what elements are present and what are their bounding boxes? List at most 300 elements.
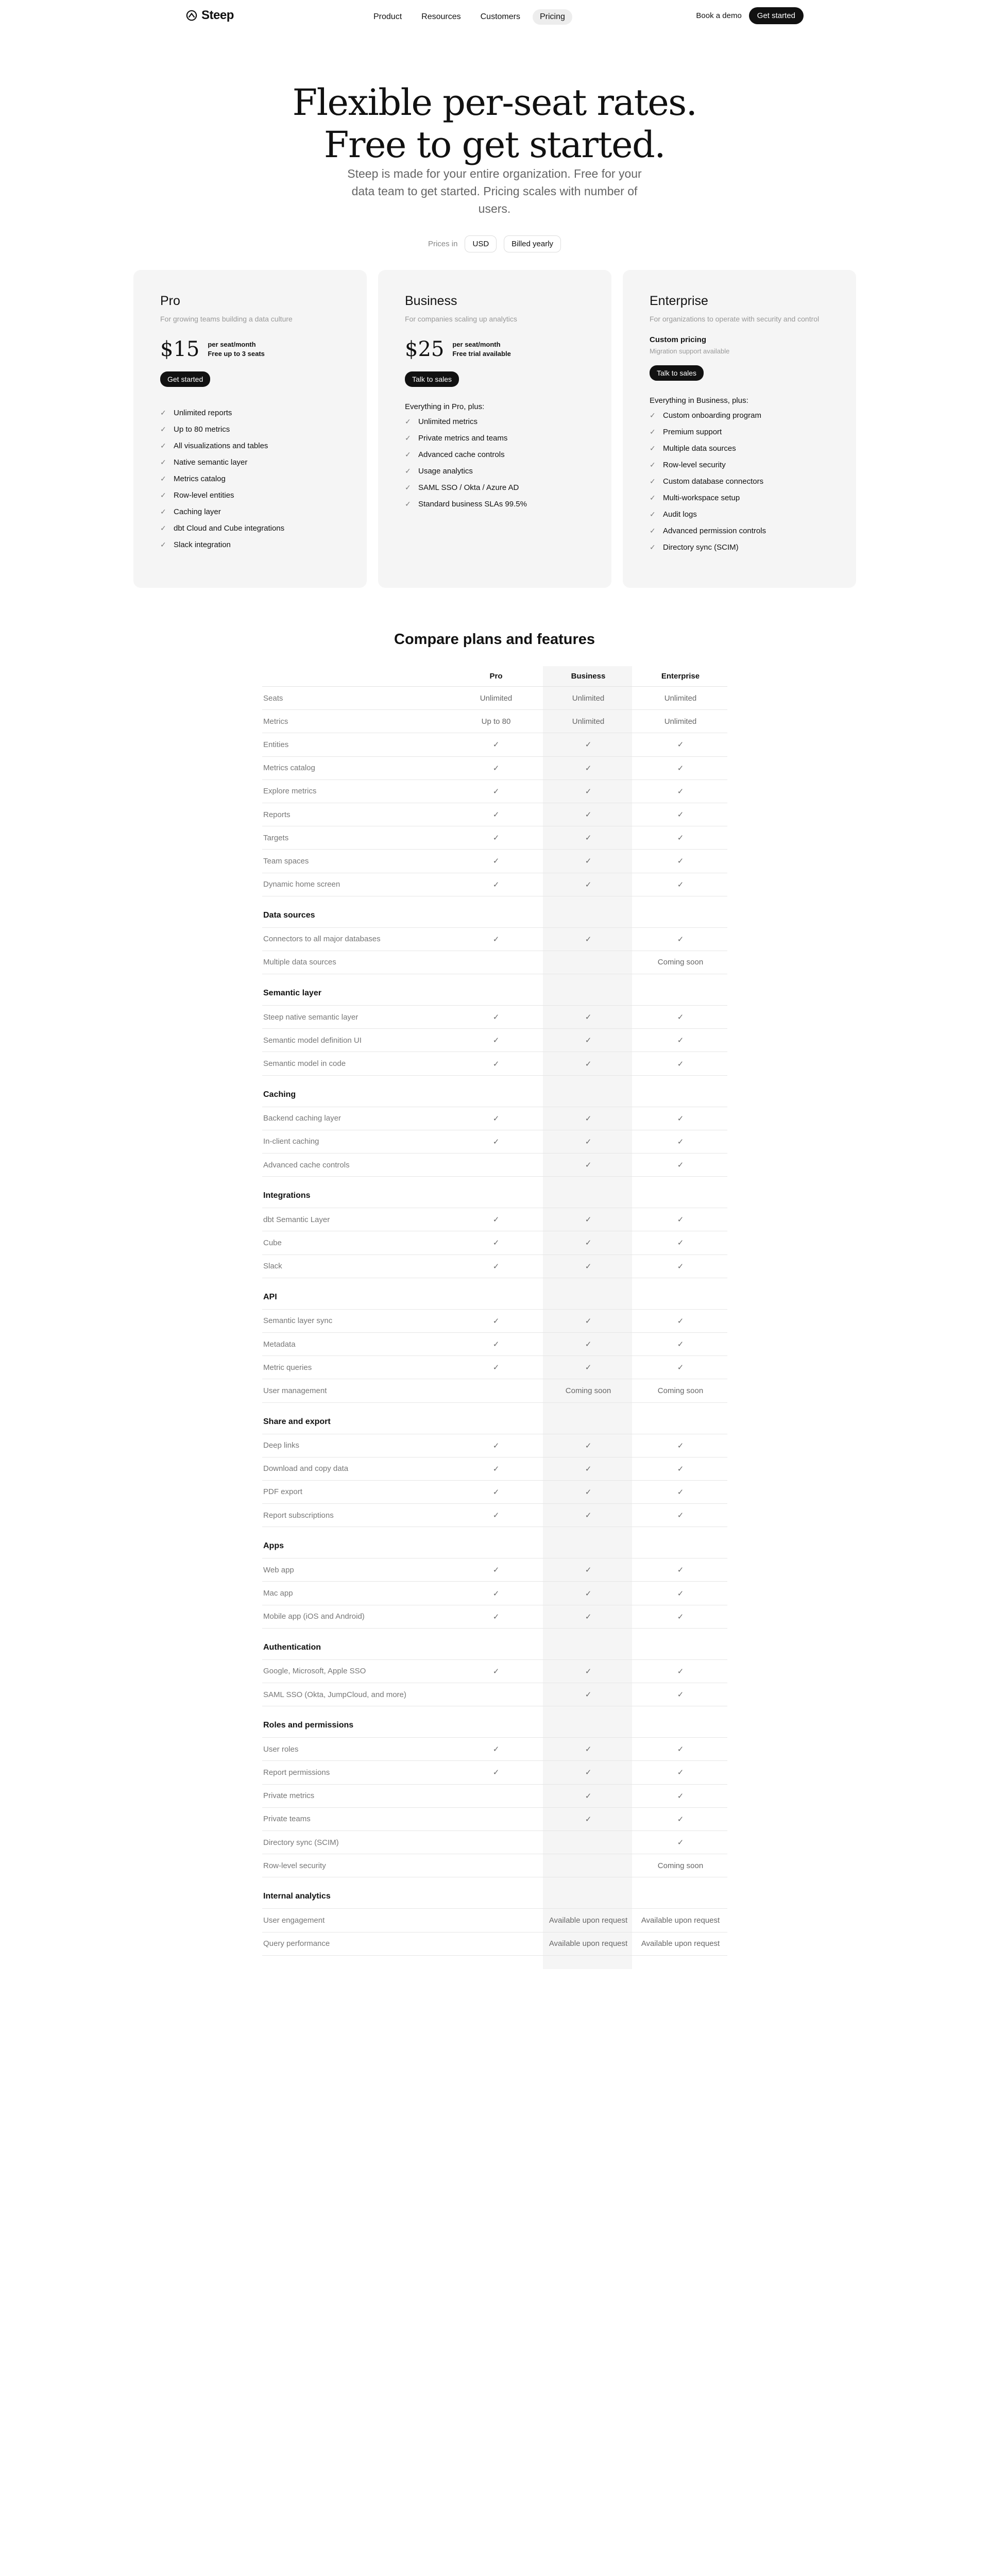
- plan-feature-item: [405, 496, 585, 512]
- plan-price: $25: [405, 337, 445, 361]
- check-icon: ✓: [677, 1815, 684, 1824]
- compare-section-heading: Data sources: [262, 896, 727, 928]
- check-icon: ✓: [585, 1239, 592, 1248]
- check-icon: ✓: [160, 408, 166, 417]
- plan-cards: [133, 270, 856, 588]
- plan-feature-label: Advanced permission controls: [663, 526, 766, 535]
- plan-feature-item: [405, 430, 585, 446]
- compare-row-label: Metric queries: [263, 1363, 312, 1372]
- plan-tagline: For growing teams building a data culture: [160, 315, 293, 323]
- currency-select[interactable]: USD: [465, 235, 497, 252]
- check-icon: ✓: [405, 450, 411, 459]
- check-icon: ✓: [585, 764, 592, 773]
- plan-feature-label: Custom database connectors: [663, 477, 764, 486]
- price-row: [160, 337, 340, 361]
- compare-row: [262, 710, 727, 733]
- compare-row: [262, 803, 727, 826]
- check-icon: ✓: [585, 1768, 592, 1777]
- compare-section-heading: Apps: [262, 1527, 727, 1558]
- compare-row-label: Seats: [263, 693, 283, 703]
- compare-cell: Unlimited: [480, 693, 513, 703]
- compare-row-label: Semantic model in code: [263, 1059, 346, 1069]
- check-icon: ✓: [492, 1036, 500, 1045]
- pricing-toggles: [0, 235, 989, 252]
- plan-cta-button[interactable]: Get started: [160, 371, 210, 387]
- header-enterprise: Enterprise: [661, 672, 700, 681]
- check-icon: ✓: [492, 1215, 500, 1225]
- plan-feature-item: [160, 536, 340, 553]
- check-icon: ✓: [677, 1612, 684, 1621]
- check-icon: ✓: [160, 540, 166, 549]
- check-icon: ✓: [585, 1511, 592, 1520]
- compare-cell: Available upon request: [549, 1916, 628, 1925]
- check-icon: ✓: [492, 834, 500, 843]
- plan-name: Enterprise: [650, 294, 708, 308]
- compare-row-label: User engagement: [263, 1916, 325, 1925]
- check-icon: ✓: [585, 1262, 592, 1271]
- compare-row: [262, 1434, 727, 1458]
- compare-cell: Coming soon: [657, 1386, 704, 1395]
- compare-row: [262, 1582, 727, 1605]
- get-started-button[interactable]: Get started: [749, 7, 804, 24]
- check-icon: ✓: [650, 477, 656, 485]
- plan-feature-label: Custom onboarding program: [663, 411, 761, 420]
- compare-row-label: Backend caching layer: [263, 1114, 341, 1123]
- compare-section-heading: Integrations: [262, 1177, 727, 1208]
- check-icon: ✓: [585, 1589, 592, 1598]
- check-icon: ✓: [677, 834, 684, 843]
- compare-row-label: In-client caching: [263, 1137, 319, 1146]
- compare-row: [262, 951, 727, 974]
- check-icon: ✓: [160, 425, 166, 433]
- compare-cell: Available upon request: [641, 1916, 720, 1925]
- check-icon: ✓: [650, 460, 656, 469]
- check-icon: ✓: [492, 1059, 500, 1069]
- check-icon: ✓: [650, 493, 656, 502]
- compare-row: [262, 1831, 727, 1854]
- compare-row-label: SAML SSO (Okta, JumpCloud, and more): [263, 1690, 406, 1699]
- nav-link-resources[interactable]: Resources: [421, 12, 461, 21]
- compare-row-label: Report permissions: [263, 1768, 330, 1777]
- compare-cell: Coming soon: [565, 1386, 611, 1395]
- compare-row-label: User roles: [263, 1744, 299, 1754]
- compare-row-label: Connectors to all major databases: [263, 935, 381, 944]
- check-icon: ✓: [650, 411, 656, 419]
- plan-feature-item: [650, 473, 829, 489]
- compare-row-label: Semantic layer sync: [263, 1316, 333, 1326]
- plan-feature-item: [650, 522, 829, 539]
- compare-row-label: Cube: [263, 1238, 282, 1247]
- compare-row: [262, 1333, 727, 1356]
- compare-row-label: Download and copy data: [263, 1464, 349, 1473]
- plan-feature-label: All visualizations and tables: [174, 441, 268, 450]
- nav-link-customers[interactable]: Customers: [480, 12, 520, 21]
- check-icon: ✓: [677, 1791, 684, 1801]
- check-icon: ✓: [585, 1464, 592, 1473]
- check-icon: ✓: [677, 1036, 684, 1045]
- check-icon: ✓: [585, 1013, 592, 1022]
- check-icon: ✓: [492, 1768, 500, 1777]
- check-icon: ✓: [492, 1013, 500, 1022]
- plan-price: $15: [160, 337, 200, 361]
- plan-tagline: For companies scaling up analytics: [405, 315, 517, 323]
- check-icon: ✓: [492, 1511, 500, 1520]
- compare-section-heading: Internal analytics: [262, 1877, 727, 1909]
- plan-card-pro: [133, 270, 367, 588]
- compare-row: [262, 1909, 727, 1932]
- plan-features: [405, 413, 585, 512]
- check-icon: ✓: [492, 1340, 500, 1349]
- compare-header: [262, 666, 727, 687]
- check-icon: ✓: [585, 1815, 592, 1824]
- plan-features: [650, 407, 829, 555]
- check-icon: ✓: [677, 1161, 684, 1170]
- plan-feature-label: Unlimited metrics: [418, 417, 478, 426]
- check-icon: ✓: [585, 1690, 592, 1700]
- compare-row: [262, 1052, 727, 1075]
- plan-cta-button[interactable]: Talk to sales: [405, 371, 459, 387]
- compare-row-label: PDF export: [263, 1487, 302, 1497]
- custom-pricing-note: Migration support available: [650, 347, 730, 355]
- header-business: Business: [571, 672, 606, 681]
- compare-row: [262, 1808, 727, 1831]
- compare-row: [262, 1029, 727, 1052]
- check-icon: ✓: [160, 441, 166, 450]
- compare-row: [262, 826, 727, 850]
- check-icon: ✓: [492, 1239, 500, 1248]
- compare-row: [262, 1356, 727, 1379]
- compare-section-heading: Caching: [262, 1076, 727, 1107]
- compare-section-heading: Authentication: [262, 1629, 727, 1660]
- check-icon: ✓: [585, 1137, 592, 1146]
- compare-row-label: Advanced cache controls: [263, 1160, 350, 1170]
- compare-row-label: Targets: [263, 833, 289, 842]
- plan-feature-item: [160, 454, 340, 470]
- compare-cell: Unlimited: [664, 693, 697, 703]
- price-note: Free up to 3 seats: [208, 350, 265, 358]
- compare-cell: Up to 80: [481, 717, 511, 726]
- check-icon: ✓: [492, 810, 500, 820]
- check-icon: ✓: [492, 1464, 500, 1473]
- check-icon: ✓: [492, 1262, 500, 1271]
- compare-section-heading: Share and export: [262, 1403, 727, 1434]
- compare-row: [262, 733, 727, 756]
- compare-row: [262, 928, 727, 951]
- check-icon: ✓: [650, 444, 656, 452]
- check-icon: ✓: [585, 1745, 592, 1754]
- check-icon: ✓: [492, 1441, 500, 1450]
- check-icon: ✓: [585, 1161, 592, 1170]
- check-icon: ✓: [677, 1667, 684, 1676]
- check-icon: ✓: [160, 457, 166, 466]
- plan-tagline: For organizations to operate with security and control: [650, 315, 820, 323]
- check-icon: ✓: [492, 1487, 500, 1497]
- compare-row-label: User management: [263, 1386, 327, 1395]
- compare-row: [262, 1854, 727, 1877]
- plan-feature-item: [160, 404, 340, 421]
- compare-cell: Unlimited: [572, 693, 605, 703]
- plan-feature-label: Caching layer: [174, 507, 221, 516]
- plan-feature-label: Slack integration: [174, 540, 231, 549]
- check-icon: ✓: [650, 510, 656, 518]
- plan-feature-label: Multi-workspace setup: [663, 493, 740, 502]
- plan-feature-item: [650, 407, 829, 423]
- compare-title: Compare plans and features: [394, 631, 595, 648]
- compare-row-label: Google, Microsoft, Apple SSO: [263, 1667, 366, 1676]
- plan-name: Pro: [160, 294, 180, 308]
- compare-row: [262, 1107, 727, 1130]
- plan-feature-item: [405, 479, 585, 496]
- price-meta: [452, 340, 510, 359]
- check-icon: ✓: [585, 1363, 592, 1372]
- check-icon: ✓: [677, 787, 684, 796]
- plan-feature-label: Multiple data sources: [663, 444, 736, 453]
- check-icon: ✓: [585, 1667, 592, 1676]
- check-icon: ✓: [585, 787, 592, 796]
- compare-cell: Unlimited: [664, 717, 697, 726]
- check-icon: ✓: [677, 1137, 684, 1146]
- check-icon: ✓: [677, 1441, 684, 1450]
- compare-row: [262, 1683, 727, 1706]
- compare-row-label: Steep native semantic layer: [263, 1012, 359, 1022]
- check-icon: ✓: [677, 1262, 684, 1271]
- compare-row-label: Multiple data sources: [263, 958, 336, 967]
- check-icon: ✓: [585, 1340, 592, 1349]
- check-icon: ✓: [492, 787, 500, 796]
- compare-row-label: Semantic model definition UI: [263, 1036, 362, 1045]
- price-meta: [208, 340, 265, 359]
- compare-row: [262, 1458, 727, 1481]
- check-icon: ✓: [677, 740, 684, 750]
- steep-logo-icon: [186, 10, 197, 21]
- billing-select[interactable]: Billed yearly: [504, 235, 561, 252]
- compare-row-label: Query performance: [263, 1939, 330, 1948]
- plan-feature-label: Row-level security: [663, 460, 726, 469]
- check-icon: ✓: [677, 1589, 684, 1598]
- check-icon: ✓: [677, 1316, 684, 1326]
- features-heading: Everything in Business, plus:: [650, 396, 748, 405]
- compare-table: [262, 666, 727, 1956]
- check-icon: ✓: [677, 1013, 684, 1022]
- nav-links: [366, 9, 572, 25]
- plan-feature-item: [160, 503, 340, 520]
- header-pro: Pro: [489, 672, 503, 681]
- check-icon: ✓: [585, 1114, 592, 1123]
- check-icon: ✓: [492, 764, 500, 773]
- check-icon: ✓: [585, 1441, 592, 1450]
- top-navigation: [0, 0, 989, 32]
- check-icon: ✓: [405, 499, 411, 508]
- book-demo-link[interactable]: Book a demo: [696, 11, 742, 20]
- compare-row-label: Deep links: [263, 1441, 300, 1450]
- compare-row: [262, 1605, 727, 1629]
- check-icon: ✓: [585, 1036, 592, 1045]
- check-icon: ✓: [677, 1487, 684, 1497]
- check-icon: ✓: [677, 880, 684, 889]
- compare-row-label: Web app: [263, 1565, 294, 1574]
- compare-row-label: Explore metrics: [263, 787, 317, 796]
- check-icon: ✓: [677, 1239, 684, 1248]
- check-icon: ✓: [492, 880, 500, 889]
- check-icon: ✓: [650, 543, 656, 551]
- check-icon: ✓: [160, 474, 166, 483]
- check-icon: ✓: [492, 1589, 500, 1598]
- check-icon: ✓: [492, 1667, 500, 1676]
- compare-row: [262, 850, 727, 873]
- compare-row-label: Slack: [263, 1262, 282, 1271]
- check-icon: ✓: [585, 810, 592, 820]
- brand-name: Steep: [201, 8, 234, 22]
- check-icon: ✓: [677, 1566, 684, 1575]
- check-icon: ✓: [405, 483, 411, 492]
- price-unit: per seat/month: [452, 341, 501, 348]
- plan-feature-label: Premium support: [663, 427, 722, 436]
- price-note: Free trial available: [452, 350, 511, 358]
- compare-row: [262, 1379, 727, 1402]
- check-icon: ✓: [585, 834, 592, 843]
- brand-logo[interactable]: [186, 8, 234, 23]
- plan-cta-button[interactable]: Talk to sales: [650, 365, 704, 381]
- plan-feature-label: Up to 80 metrics: [174, 425, 230, 434]
- compare-row-label: Team spaces: [263, 856, 309, 866]
- plan-feature-label: Advanced cache controls: [418, 450, 505, 459]
- check-icon: ✓: [650, 427, 656, 436]
- check-icon: ✓: [585, 935, 592, 944]
- check-icon: ✓: [677, 935, 684, 944]
- compare-row-label: Private teams: [263, 1815, 311, 1824]
- compare-cell: Available upon request: [641, 1939, 720, 1948]
- check-icon: ✓: [677, 764, 684, 773]
- plan-feature-item: [650, 440, 829, 456]
- check-icon: ✓: [677, 1511, 684, 1520]
- check-icon: ✓: [405, 417, 411, 426]
- compare-section-heading: API: [262, 1278, 727, 1310]
- check-icon: ✓: [677, 810, 684, 820]
- compare-row: [262, 757, 727, 780]
- custom-pricing: Custom pricing: [650, 335, 707, 344]
- compare-section-heading: Roles and permissions: [262, 1706, 727, 1738]
- plan-features: [160, 404, 340, 553]
- plan-feature-label: Row-level entities: [174, 490, 234, 500]
- check-icon: ✓: [677, 1059, 684, 1069]
- compare-row-label: Row-level security: [263, 1861, 326, 1870]
- check-icon: ✓: [492, 1363, 500, 1372]
- compare-row-label: Dynamic home screen: [263, 880, 340, 889]
- check-icon: ✓: [585, 740, 592, 750]
- compare-row-label: Mac app: [263, 1589, 293, 1598]
- plan-feature-item: [160, 520, 340, 536]
- compare-row: [262, 1006, 727, 1029]
- compare-row-label: Metadata: [263, 1340, 296, 1349]
- compare-row: [262, 1738, 727, 1761]
- plan-feature-item: [650, 489, 829, 506]
- compare-cell: Available upon request: [549, 1939, 628, 1948]
- compare-row: [262, 1481, 727, 1504]
- check-icon: ✓: [492, 1566, 500, 1575]
- page-title: [0, 81, 989, 166]
- compare-row: [262, 1255, 727, 1278]
- plan-feature-label: dbt Cloud and Cube integrations: [174, 523, 285, 533]
- compare-row-label: Metrics catalog: [263, 764, 315, 773]
- compare-row: [262, 1504, 727, 1527]
- check-icon: ✓: [677, 857, 684, 866]
- check-icon: ✓: [160, 507, 166, 516]
- check-icon: ✓: [585, 1612, 592, 1621]
- check-icon: ✓: [677, 1464, 684, 1473]
- check-icon: ✓: [492, 740, 500, 750]
- check-icon: ✓: [492, 1114, 500, 1123]
- check-icon: ✓: [677, 1340, 684, 1349]
- compare-row: [262, 1154, 727, 1177]
- check-icon: ✓: [585, 857, 592, 866]
- plan-feature-item: [160, 437, 340, 454]
- nav-link-pricing[interactable]: Pricing: [533, 9, 572, 25]
- compare-row-label: Private metrics: [263, 1791, 315, 1801]
- check-icon: ✓: [677, 1363, 684, 1372]
- check-icon: ✓: [585, 1215, 592, 1225]
- check-icon: ✓: [650, 526, 656, 535]
- plan-feature-item: [405, 446, 585, 463]
- plan-feature-item: [160, 421, 340, 437]
- compare-row-label: Directory sync (SCIM): [263, 1838, 339, 1847]
- compare-row-label: dbt Semantic Layer: [263, 1215, 330, 1224]
- page-subtitle: Steep is made for your entire organization. Free for your data team to get started. Pricing scales with number of users.: [347, 167, 642, 215]
- check-icon: ✓: [492, 935, 500, 944]
- plan-feature-label: Metrics catalog: [174, 474, 226, 483]
- compare-row: [262, 1310, 727, 1333]
- check-icon: ✓: [677, 1838, 684, 1848]
- compare-row: [262, 1558, 727, 1582]
- plan-feature-item: [650, 456, 829, 473]
- plan-card-business: [378, 270, 611, 588]
- check-icon: ✓: [677, 1114, 684, 1123]
- compare-row: [262, 687, 727, 710]
- check-icon: ✓: [585, 1487, 592, 1497]
- plan-feature-item: [405, 463, 585, 479]
- check-icon: ✓: [585, 1316, 592, 1326]
- compare-row-label: Report subscriptions: [263, 1511, 334, 1520]
- check-icon: ✓: [585, 1059, 592, 1069]
- check-icon: ✓: [585, 1566, 592, 1575]
- plan-feature-label: SAML SSO / Okta / Azure AD: [418, 483, 519, 492]
- compare-row-label: Metrics: [263, 717, 288, 726]
- compare-row: [262, 1130, 727, 1154]
- plan-feature-item: [405, 413, 585, 430]
- plan-feature-item: [650, 506, 829, 522]
- nav-actions: [696, 7, 804, 24]
- features-heading: Everything in Pro, plus:: [405, 402, 485, 411]
- compare-row: [262, 1208, 727, 1231]
- compare-row: [262, 1761, 727, 1784]
- plan-feature-item: [650, 539, 829, 555]
- check-icon: ✓: [492, 857, 500, 866]
- title-line-2: Free to get started.: [323, 124, 666, 166]
- currency-label: Prices in: [428, 240, 458, 248]
- nav-link-product[interactable]: Product: [373, 12, 402, 21]
- compare-cell: Coming soon: [657, 958, 704, 967]
- check-icon: ✓: [585, 880, 592, 889]
- compare-row-label: Entities: [263, 740, 289, 749]
- check-icon: ✓: [677, 1215, 684, 1225]
- plan-feature-label: Unlimited reports: [174, 408, 232, 417]
- plan-card-enterprise: [623, 270, 856, 588]
- compare-row: [262, 1785, 727, 1808]
- title-line-1: Flexible per-seat rates.: [292, 81, 697, 124]
- compare-section-heading: Semantic layer: [262, 974, 727, 1006]
- compare-cell: Coming soon: [657, 1861, 704, 1870]
- compare-row: [262, 1660, 727, 1683]
- plan-feature-item: [160, 470, 340, 487]
